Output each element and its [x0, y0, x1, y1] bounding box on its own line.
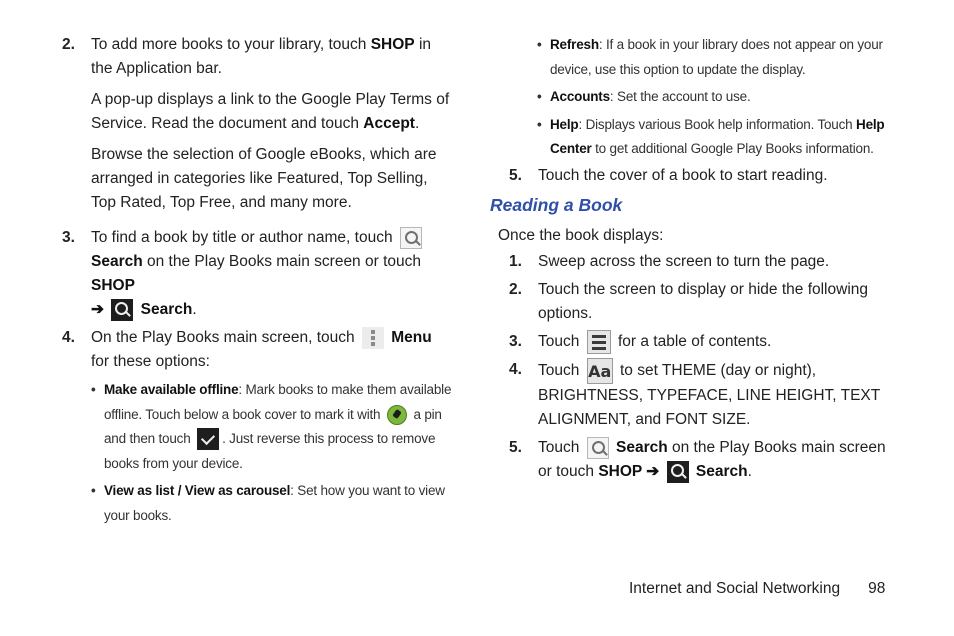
bullet-refresh [537, 33, 900, 82]
bullet-view-as-list [91, 479, 452, 528]
shop-term: SHOP [91, 277, 135, 294]
step-body [91, 33, 452, 222]
step-2 [62, 33, 452, 222]
reading-steps [490, 250, 900, 484]
text: on the Play Books main screen or touch [538, 438, 886, 480]
text: . [192, 301, 197, 318]
reading-step-1 [509, 250, 900, 274]
checkmark-icon [197, 428, 219, 450]
text: Touch [538, 332, 584, 350]
arrow-icon: ➔ [641, 462, 664, 480]
step-number: 4. [509, 360, 522, 378]
text: to get additional Google Play Books information. [591, 141, 874, 156]
text: . [747, 462, 752, 480]
text: a pin and then touch [104, 406, 442, 446]
reading-step-5 [509, 436, 900, 484]
text: Touch [538, 438, 584, 456]
bullet-body [550, 113, 900, 162]
bullet-label: Refresh [550, 37, 599, 52]
text: : If a book in your library does not appear on your device, use this option to update the display. [550, 37, 883, 77]
text: for these options: [91, 353, 210, 370]
text: . Just reverse this process to remove books from your device. [104, 431, 436, 471]
step-body: Touch the screen to display or hide the following options. [538, 280, 869, 322]
text: On the Play Books main screen, touch [91, 329, 359, 346]
text: : Mark books to make them available offline. Touch below a book cover to mark it with [104, 382, 452, 422]
bullet-dot: • [91, 382, 96, 397]
section-title: Reading a Book [490, 194, 623, 215]
text: : Set the account to use. [609, 89, 751, 104]
search-icon [111, 299, 133, 321]
bullet-body [550, 33, 900, 82]
menu-term: Menu [391, 329, 432, 346]
bullet-accounts [537, 85, 900, 110]
bullet-help [537, 113, 900, 162]
step-paragraph [91, 88, 452, 136]
bullet-label: Accounts [550, 89, 610, 104]
step-number: 5. [509, 438, 522, 456]
bullet-body [104, 479, 452, 528]
search-icon [667, 461, 689, 483]
step-number: 5. [509, 166, 522, 184]
step-number: 3. [62, 229, 75, 246]
page-footer [629, 578, 885, 600]
step-body: Sweep across the screen to turn the page. [538, 252, 830, 270]
text: A pop-up displays a link to the Google Play Terms of Service. Read the document and touch [91, 91, 450, 132]
search-icon [400, 227, 422, 249]
step-number: 2. [62, 36, 75, 53]
text: in the Application bar. [91, 36, 432, 77]
text: : Displays various Book help information. Touch [578, 116, 857, 132]
step-number: 3. [509, 332, 522, 350]
bullet-label: Help [550, 116, 579, 132]
step-number: 2. [509, 280, 522, 298]
search-term: Search [91, 253, 143, 270]
right-column [490, 33, 900, 484]
shop-term: SHOP [598, 462, 642, 480]
right-steps-top [490, 164, 900, 188]
pin-icon [387, 405, 407, 425]
text: : Set how you want to view your books. [104, 483, 445, 523]
step-body: Touch the cover of a book to start reading. [538, 166, 828, 184]
search-term: Search [615, 438, 668, 456]
step-4 [62, 326, 452, 528]
reading-step-4 [509, 358, 900, 432]
step-5-cover [509, 164, 900, 188]
bullet-dot: • [537, 37, 542, 52]
step-body [538, 358, 900, 432]
left-column [62, 33, 452, 528]
text: To find a book by title or author name, touch [91, 229, 397, 246]
text-settings-icon: Aa [587, 358, 613, 384]
step-paragraph [91, 326, 452, 374]
step-3 [62, 226, 452, 322]
bullet-dot: • [537, 89, 542, 104]
step-paragraph: Browse the selection of Google eBooks, which are arranged in categories like Featured, Top Selling, Top Rated, Top Free, and many more. [91, 146, 437, 211]
page-number: 98 [868, 580, 886, 597]
help-center-term: Help Center [550, 116, 885, 156]
shop-term: SHOP [370, 36, 415, 53]
bullet-dot: • [537, 116, 542, 132]
step-body [91, 326, 452, 528]
step-body [538, 436, 900, 484]
section-intro: Once the book displays: [498, 226, 664, 244]
bullet-body [104, 378, 452, 476]
bullet-make-available-offline [91, 378, 452, 476]
menu-icon [362, 327, 384, 349]
bullet-label: Make available offline [104, 382, 239, 397]
text: To add more books to your library, touch [91, 36, 371, 53]
step-body [91, 226, 452, 322]
options-bullets [537, 33, 900, 162]
search-icon [587, 437, 609, 459]
bullet-body [550, 85, 751, 110]
step-number: 1. [509, 252, 522, 270]
bullet-label: View as list / View as carousel [104, 483, 291, 498]
step-paragraph [91, 33, 452, 81]
bullet-dot: • [91, 483, 96, 498]
text: for a table of contents. [613, 332, 772, 350]
text: to set THEME (day or night), BRIGHTNESS, TYPEFACE, LINE HEIGHT, TEXT ALIGNMENT, and FONT SIZE. [538, 361, 880, 428]
search-term: Search [140, 301, 193, 318]
text: Touch [538, 361, 584, 379]
table-of-contents-icon [587, 330, 611, 354]
search-term: Search [695, 462, 748, 480]
reading-step-3 [509, 330, 900, 354]
step-body [538, 330, 900, 354]
text: on the Play Books main screen or touch [142, 253, 421, 270]
reading-step-2 [509, 278, 900, 326]
footer-section-name: Internet and Social Networking [629, 580, 841, 597]
accept-term: Accept [363, 115, 415, 132]
text: . [414, 115, 420, 132]
arrow-icon: ➔ [91, 301, 109, 318]
step-number: 4. [62, 329, 75, 346]
